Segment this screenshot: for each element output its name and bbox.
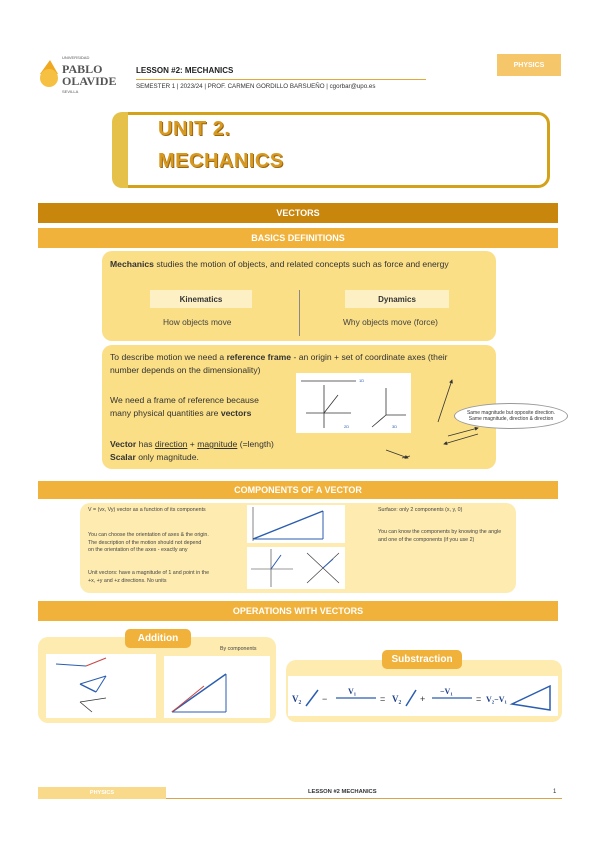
- footer-subject-badge: PHYSICS: [38, 787, 166, 799]
- footer-rule: [166, 798, 562, 799]
- svg-text:=: =: [380, 694, 386, 704]
- addition-parallelogram-figure: [46, 654, 156, 718]
- kinematics-label: Kinematics: [150, 290, 252, 308]
- substraction-tab: Substraction: [382, 650, 462, 669]
- logo-olavide: OLAVIDE: [62, 74, 117, 88]
- unit-box-accent: [112, 112, 128, 188]
- axes-2d-label: 2D: [344, 424, 350, 429]
- university-logo: [36, 50, 132, 96]
- page-number: 1: [553, 789, 557, 795]
- dynamics-label: Dynamics: [345, 290, 449, 308]
- section-operations: OPERATIONS WITH VECTORS: [38, 601, 558, 621]
- svg-text:=: =: [476, 694, 482, 704]
- course-meta: SEMESTER 1 | 2023/24 | PROF. CARMEN GORDILLO BARSUEÑO | cgorbar@upo.es: [136, 83, 376, 90]
- reference-frame-text: To describe motion we need a reference frame - an origin + set of coordinate axes (their number depends on the dimensionality): [110, 352, 448, 375]
- panel-divider: [299, 290, 300, 336]
- kinematics-description: How objects move: [163, 317, 232, 327]
- svg-text:−: −: [322, 694, 328, 704]
- lesson-title: LESSON #2: MECHANICS: [136, 66, 234, 75]
- axes-3d-label: 3D: [392, 424, 398, 429]
- axes-1d-label: 1D: [359, 378, 365, 383]
- mechanics-definition: Mechanics studies the motion of objects, and related concepts such as force and energy: [110, 259, 449, 269]
- subject-badge: PHYSICS: [497, 54, 561, 76]
- addition-components-figure: [164, 656, 270, 718]
- svg-text:−V₁: −V₁: [440, 687, 453, 696]
- svg-text:UNIVERSIDAD: UNIVERSIDAD: [62, 55, 90, 60]
- angle-components-text: You can know the components by knowing the angle and one of the components (if you use 2): [378, 529, 502, 543]
- surface-text: Surface: only 2 components (x, y, 0): [378, 507, 463, 513]
- section-components: COMPONENTS OF A VECTOR: [38, 481, 558, 499]
- svg-text:V₁: V₁: [348, 687, 357, 696]
- section-vectors: VECTORS: [38, 203, 558, 223]
- vector-scalar-text: Vector has direction + magnitude (=length) Scalar only magnitude.: [110, 439, 274, 462]
- speech-bubble: Same magnitude but opposite direction. Same magnitude, direction & direction: [454, 403, 568, 429]
- vectors-need-text: We need a frame of reference because many physical quantities are vectors: [110, 395, 259, 418]
- unit-title: MECHANICS: [158, 150, 284, 172]
- section-basics: BASICS DEFINITIONS: [38, 228, 558, 248]
- unit-vectors-text: Unit vectors: have a magnitude of 1 and point in the +x, +y and +z directions. No units: [88, 570, 210, 584]
- svg-text:V₂: V₂: [392, 694, 402, 704]
- components-intro: V = (vx, Vy) vector as a function of its components: [88, 507, 206, 513]
- svg-text:SEVILLA: SEVILLA: [62, 89, 79, 94]
- by-components-label: By components: [220, 646, 257, 652]
- axes-orientation-text: You can choose the orientation of axes & the origin. The description of the motion should not depend on the orientation of the axes - exactly any: [88, 532, 209, 553]
- rotated-axes-figure: [247, 547, 345, 589]
- svg-text:V₂: V₂: [292, 694, 302, 704]
- svg-text:+: +: [420, 694, 426, 704]
- footer-lesson-title: LESSON #2 MECHANICS: [308, 789, 377, 795]
- header-rule: [136, 79, 426, 80]
- unit-number: UNIT 2.: [158, 118, 231, 140]
- addition-tab: Addition: [125, 629, 191, 648]
- components-triangle-figure: [247, 505, 345, 543]
- dynamics-description: Why objects move (force): [343, 317, 438, 327]
- substraction-equation-figure: [288, 676, 558, 716]
- logo-pablo: PABLO: [62, 62, 103, 76]
- svg-text:V₂−V₁: V₂−V₁: [486, 695, 507, 704]
